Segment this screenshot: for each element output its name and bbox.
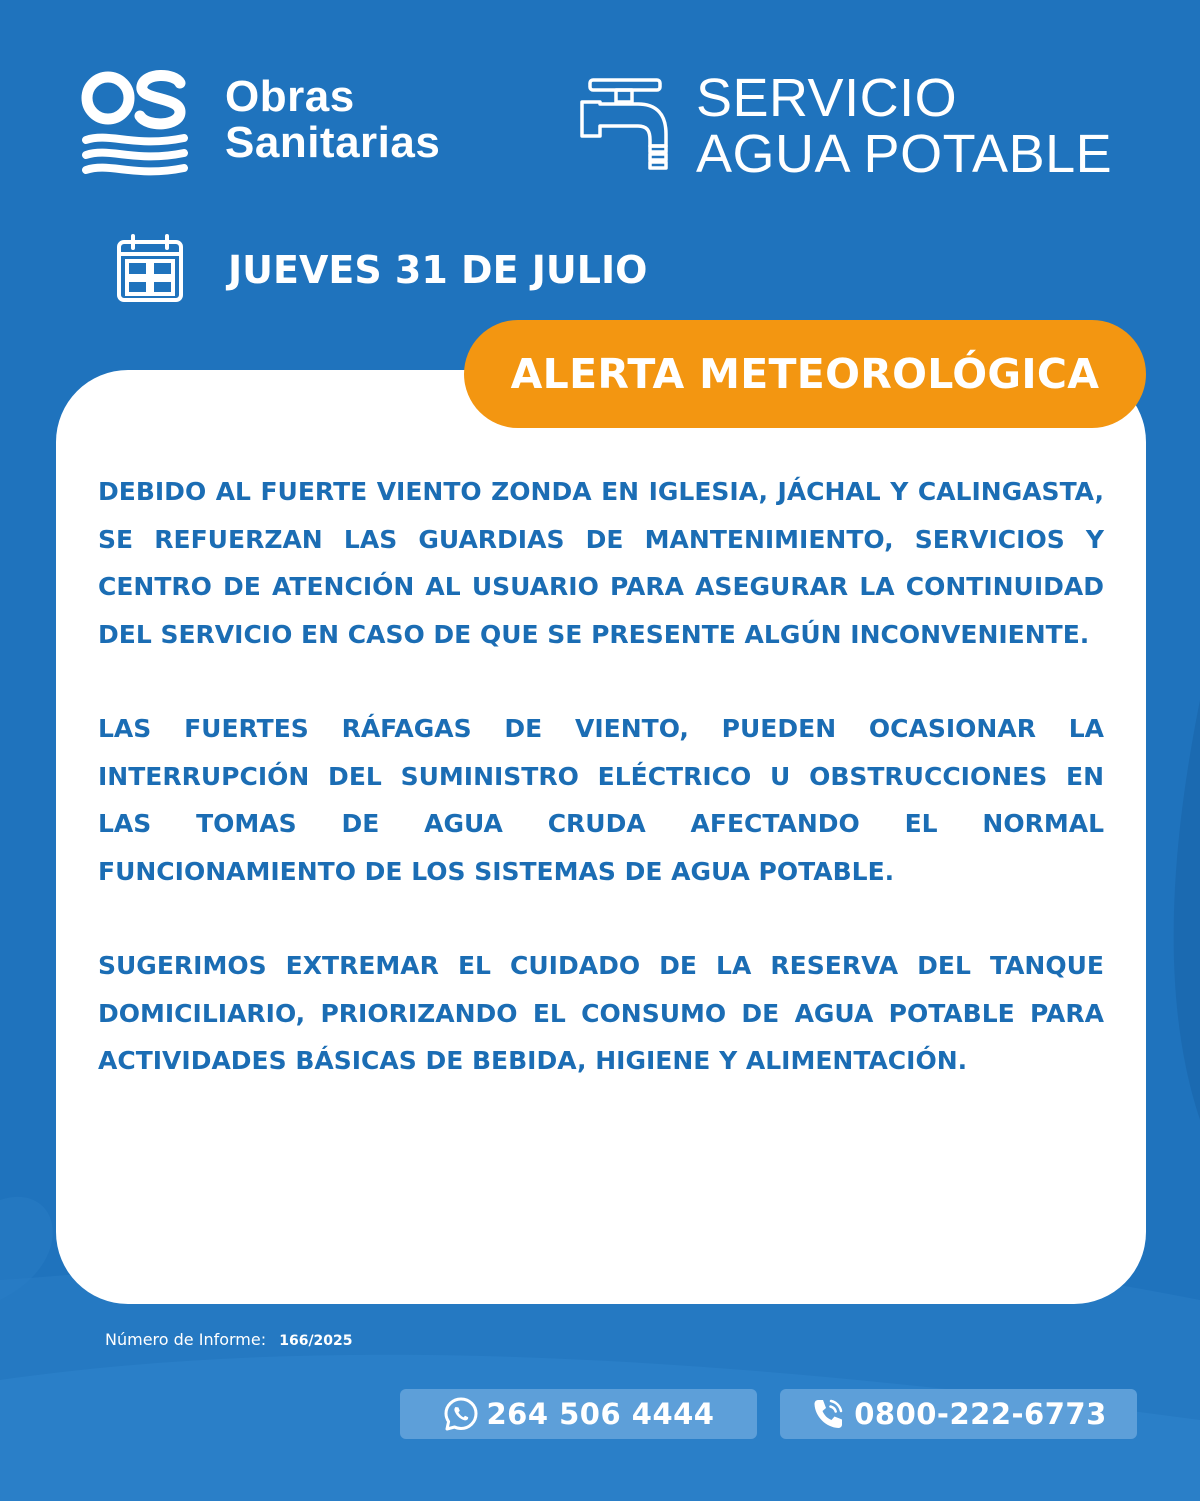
brand-name-line2: Sanitarias — [225, 118, 441, 167]
alert-badge — [464, 320, 1146, 428]
phone-icon — [810, 1396, 846, 1432]
brand-name-line1: Obras — [225, 72, 355, 121]
announcement-body — [98, 468, 1104, 1132]
brand-name — [225, 74, 440, 166]
body-paragraph-3: SUGERIMOS EXTREMAR EL CUIDADO DE LA RESERVA DEL TANQUE DOMICILIARIO, PRIORIZANDO EL CONSUMO DE AGUA POTABLE PARA ACTIVIDADES BÁSICAS DE BEBIDA, HIGIENE Y ALIMENTACIÓN. — [98, 951, 1104, 1075]
service-header — [578, 70, 1178, 185]
calendar-icon — [115, 234, 185, 304]
water-tap-icon — [578, 74, 678, 174]
report-info — [105, 1330, 353, 1349]
whatsapp-number: 264 506 4444 — [486, 1397, 715, 1431]
report-label: Número de Informe: — [105, 1330, 267, 1349]
whatsapp-icon — [443, 1396, 479, 1432]
alert-title: ALERTA METEOROLÓGICA — [510, 350, 1100, 398]
phone-number: 0800-222-6773 — [854, 1397, 1107, 1431]
service-title-line2: AGUA POTABLE — [696, 124, 1113, 184]
date-label: JUEVES 31 DE JULIO — [228, 248, 648, 292]
body-paragraph-2: LAS FUERTES RÁFAGAS DE VIENTO, PUEDEN OCASIONAR LA INTERRUPCIÓN DEL SUMINISTRO ELÉCTRICO U OBSTRUCCIONES EN LAS TOMAS DE AGUA CRUDA AFECTANDO EL NORMAL FUNCIONAMIENTO DE LOS SISTEMAS DE AGUA POTABLE. — [98, 714, 1104, 886]
report-number: 166/2025 — [279, 1333, 353, 1349]
brand-logo — [80, 68, 500, 180]
service-title-line1: SERVICIO — [696, 68, 958, 128]
body-paragraph-1: DEBIDO AL FUERTE VIENTO ZONDA EN IGLESIA, JÁCHAL Y CALINGASTA, SE REFUERZAN LAS GUARDIAS DE MANTENIMIENTO, SERVICIOS Y CENTRO DE ATENCIÓN AL USUARIO PARA ASEGURAR LA CONTINUIDAD DEL SERVICIO EN CASO DE QUE SE PRESENTE ALGÚN INCONVENIENTE. — [98, 477, 1104, 649]
phone-contact[interactable] — [780, 1389, 1137, 1439]
service-title — [696, 70, 1112, 182]
os-logo-icon — [80, 68, 190, 180]
whatsapp-contact[interactable] — [400, 1389, 757, 1439]
